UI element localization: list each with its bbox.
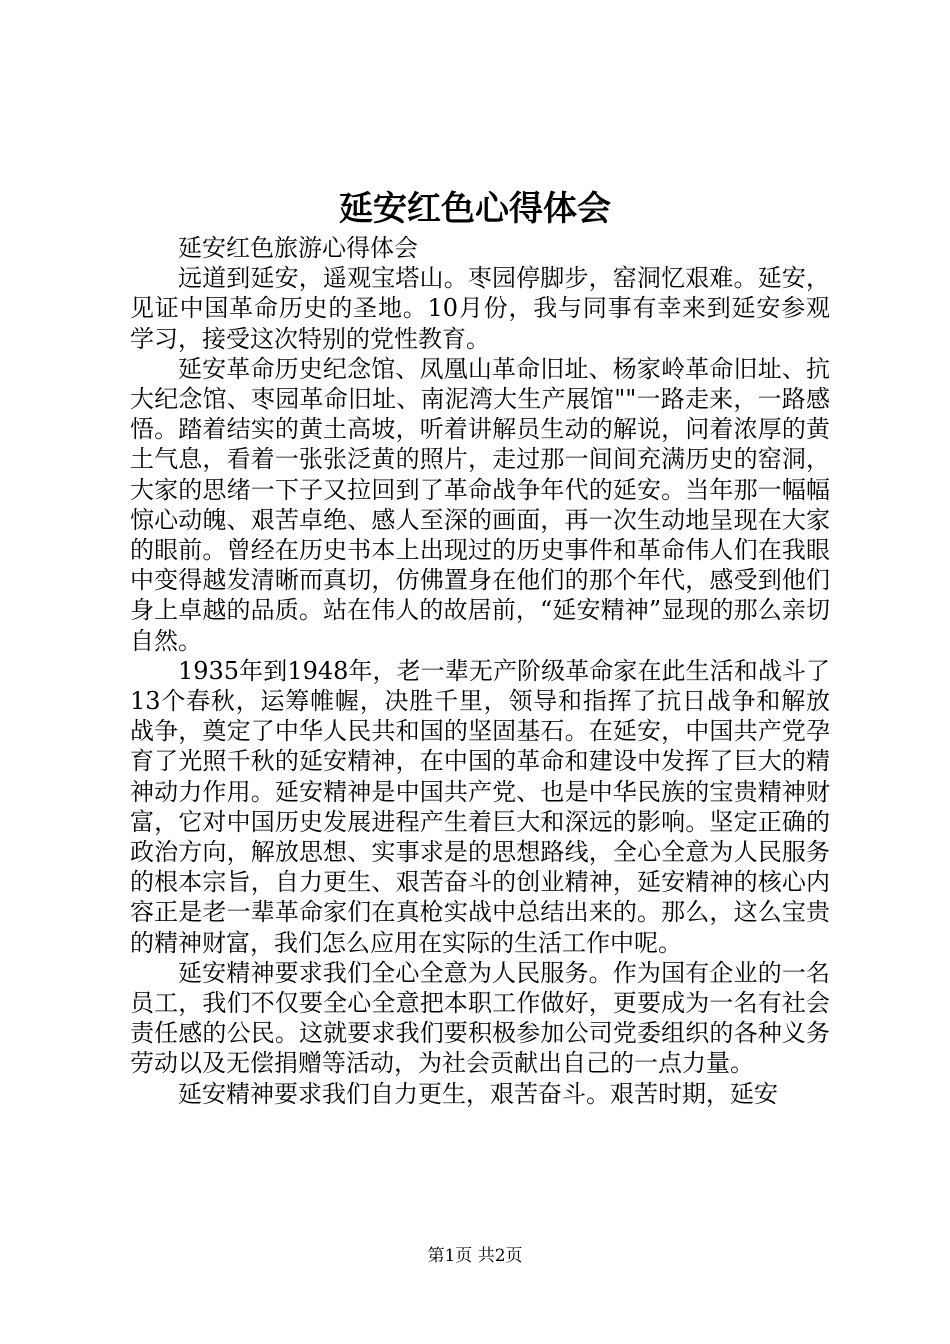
paragraph-subtitle: 延安红色旅游心得体会 (178, 234, 418, 262)
paragraph: 远道到延安，遥观宝塔山。枣园停脚步，窑洞忆艰难。延安，见证中国革命历史的圣地。10月份，我与同事有幸来到延安参观学习，接受这次特别的党性教育。 (130, 264, 830, 353)
page-number-footer: 第1页 共2页 (427, 1246, 523, 1266)
paragraph: 延安革命历史纪念馆、凤凰山革命旧址、杨家岭革命旧址、抗大纪念馆、枣园革命旧址、南泥湾大生产展馆""一路走来，一路感悟。踏着结实的黄土高坡，听着讲解员生动的解说，问着浓厚的黄土气息，看着一张张泛黄的照片，走过那一间间充满历史的窑洞，大家的思绪一下子又拉回到了革命战争年代的延安。当年那一幅幅惊心动魄、艰苦卓绝、感人至深的画面，再一次生动地呈现在大家的眼前。曾经在历史书本上出现过的历史事件和革命伟人们在我眼中变得越发清晰而真切，仿佛置身在他们的那个年代，感受到他们身上卓越的品质。站在伟人的故居前，“延安精神”显现的那么亲切自然。 (130, 354, 830, 655)
document-body (130, 233, 830, 1109)
paragraph: 延安精神要求我们全心全意为人民服务。作为国有企业的一名员工，我们不仅要全心全意把本职工作做好，更要成为一名有社会责任感的公民。这就要求我们要积极参加公司党委组织的各种义务劳动以及无偿捐赠等活动，为社会贡献出自己的一点力量。 (130, 958, 830, 1078)
document-title: 延安红色心得体会 (339, 189, 611, 229)
paragraph: 1935年到1948年，老一辈无产阶级革命家在此生活和战斗了13个春秋，运筹帷幄，决胜千里，领导和指挥了抗日战争和解放战争，奠定了中华人民共和国的坚固基石。在延安，中国共产党孕育了光照千秋的延安精神，在中国的革命和建设中发挥了巨大的精神动力作用。延安精神是中国共产党、也是中华民族的宝贵精神财富，它对中国历史发展进程产生着巨大和深远的影响。坚定正确的政治方向，解放思想、实事求是的思想路线，全心全意为人民服务的根本宗旨，自力更生、艰苦奋斗的创业精神，延安精神的核心内容正是老一辈革命家们在真枪实战中总结出来的。那么，这么宝贵的精神财富，我们怎么应用在实际的生活工作中呢。 (130, 656, 830, 957)
paragraph: 延安精神要求我们自力更生，艰苦奋斗。艰苦时期，延安 (178, 1079, 778, 1108)
